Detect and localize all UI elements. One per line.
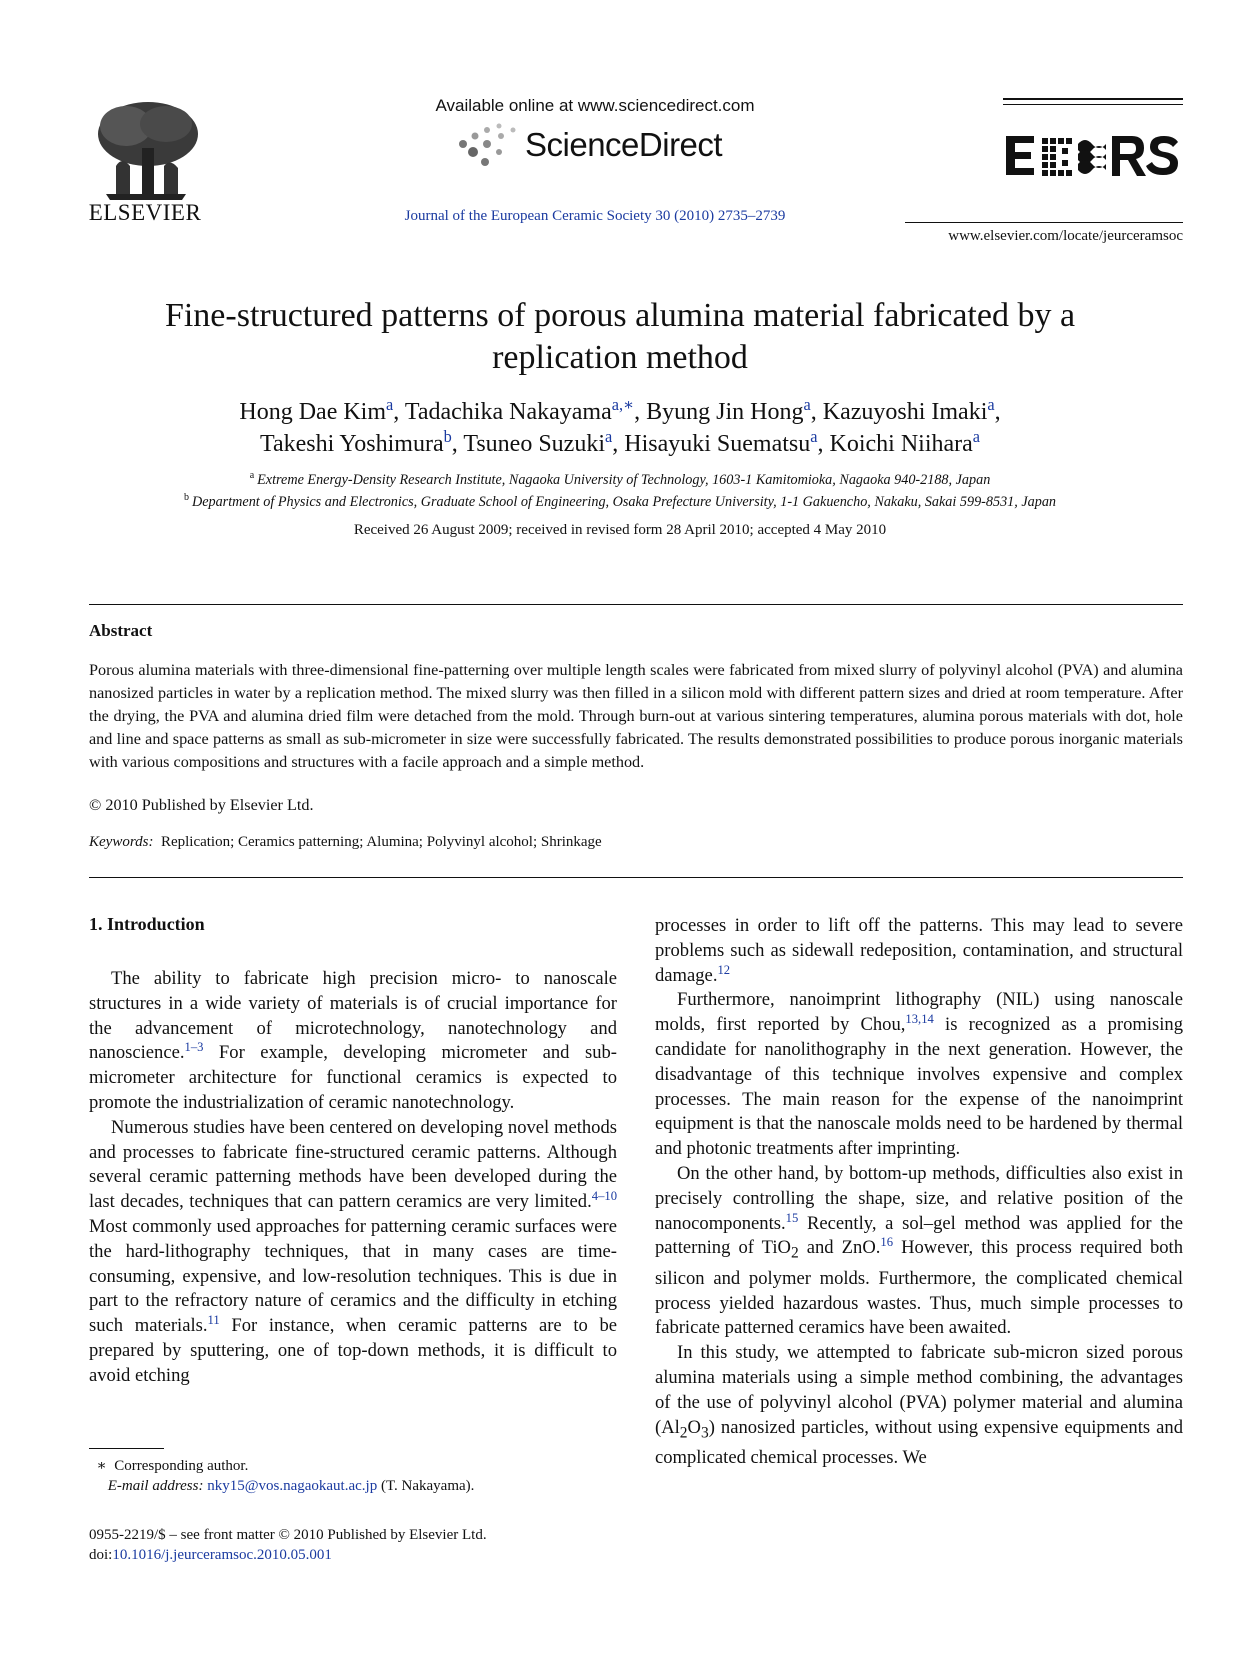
citation-link[interactable]: 15 xyxy=(785,1210,799,1225)
author-name: Tadachika Nakayama xyxy=(404,399,612,425)
affiliation-text: Extreme Energy-Density Research Institute, Nagaoka University of Technology, 1603-1 Kamitomioka, Nagaoka 940-2188, Japan xyxy=(257,472,991,488)
email-link[interactable]: nky15@vos.nagaokaut.ac.jp xyxy=(207,1478,378,1494)
affiliation-marker: b xyxy=(183,492,189,504)
author-affiliation-marker[interactable]: a xyxy=(987,395,995,414)
author-list: Hong Dae Kim$^a$, Tadachika Nakayama$^{a,∗}$, Byung Jin Hong$^a$, Kazuyoshi Imaki$^a$, Takeshi Yoshimura$^b$, Tsuneo Suzuki$^a$, Hisayuki Suematsu$^a$, Koichi Niihara$^a$ xyxy=(239,395,1001,457)
sciencedirect-logo xyxy=(455,118,745,174)
author-affiliation-marker[interactable]: a xyxy=(810,427,818,446)
affiliation-text: Department of Physics and Electronics, Graduate School of Engineering, Osaka Prefecture University, 1-1 Gakuencho, Nakaku, Sakai 599-8531, Japan xyxy=(191,494,1057,510)
citation-link[interactable]: 11 xyxy=(207,1312,220,1327)
header-rule xyxy=(1003,98,1183,100)
author-name: Tsuneo Suzuki xyxy=(463,431,605,457)
ecers-society-logo xyxy=(1002,130,1182,182)
author-affiliation-marker[interactable]: a xyxy=(803,395,811,414)
email-label: E-mail address: xyxy=(107,1478,204,1494)
paragraph: Numerous studies have been centered on developing novel methods and processes to fabricate fine-structured ceramic patterns. Although several ceramic patterning methods have been developed during the last decades, techniques that can pattern ceramics are very limited.$^{4-10}$ Most commonly used approaches for patterning ceramic surfaces were the hard-lithography techniques, that in many cases are time-consuming, expensive, and low-resolution techniques. This is due in part to the refractory nature of ceramics and the difficulty in etching such materials.$^{11}$ For instance, when ceramic patterns are to be prepared by sputtering, one of top-down methods, it is difficult to avoid etching xyxy=(89,1116,618,1386)
paragraph: In this study, we attempted to fabricate sub-micron sized porous alumina materials using a simple method combining, the advantages of the use of polyvinyl alcohol (PVA) polymer material and alumina $(Al_2O_3)$ nanosized particles, without using expensive equipments and complicated chemical processes. We xyxy=(655,1342,1183,1469)
footnote-rule xyxy=(89,1448,164,1449)
author-affiliation-marker[interactable]: a xyxy=(386,395,394,414)
affiliation-b xyxy=(60,494,1180,511)
author-name: Byung Jin Hong xyxy=(646,399,804,425)
keywords-list: Replication; Ceramics patterning; Alumina; Polyvinyl alcohol; Shrinkage xyxy=(160,834,602,850)
issn-line: 0955-2219/$ – see front matter © 2010 Published by Elsevier Ltd. xyxy=(89,1527,487,1543)
elsevier-tree-logo xyxy=(86,96,204,212)
author-name: Kazuyoshi Imaki xyxy=(822,399,988,425)
footnote-text: Corresponding author. xyxy=(114,1458,249,1474)
paragraph: The ability to fabricate high precision micro- to nanoscale structures in a wide variety of materials is of crucial importance for the advancement of microtechnology, nanotechnology and nanoscience.$^{1-3}$ For example, developing micrometer and sub-micrometer architecture for functional ceramics is expected to promote the industrialization of ceramic nanotechnology. xyxy=(89,968,617,1113)
author-affiliation-marker[interactable]: a,∗ xyxy=(611,395,635,414)
author-affiliation-marker[interactable]: b xyxy=(443,427,452,446)
author-name: Koichi Niihara xyxy=(829,431,973,457)
abstract-copyright: © 2010 Published by Elsevier Ltd. xyxy=(89,796,314,814)
author-name: Hong Dae Kim xyxy=(239,399,387,425)
header-rule xyxy=(905,222,1183,223)
citation-link[interactable]: 4–10 xyxy=(591,1188,617,1203)
paragraph: Furthermore, nanoimprint lithography (NIL) using nanoscale molds, first reported by Chou,$^{13,14}$ is recognized as a promising candidate for nanolithography in the next generation. However, the disadvantage of this technique involves expensive and complex processes. The main reason for the expense of the nanoimprint equipment is that the nanoscale molds need to be hardened by thermal and photonic treatments after imprinting. xyxy=(655,989,1183,1160)
abstract-body: Porous alumina materials with three-dimensional fine-patterning over multiple length scales were fabricated from mixed slurry of polyvinyl alcohol (PVA) and alumina nanosized particles in water by a replication method. The mixed slurry was then filled in a silicon mold with different pattern sizes and dried at room temperature. After the drying, the PVA and alumina dried film were detached from the mold. Through burn-out at various sintering temperatures, alumina porous materials with dot, hole and line and space patterns as small as sub-micrometer in size were successfully fabricated. The results demonstrated possibilities to produce porous inorganic materials with various compositions and structures with a facile approach and a simple method. xyxy=(89,661,1183,771)
abstract-heading: Abstract xyxy=(89,621,153,640)
citation-link[interactable]: 16 xyxy=(880,1235,894,1250)
author-name: Hisayuki Suematsu xyxy=(624,431,811,457)
elsevier-wordmark: ELSEVIER xyxy=(88,200,202,225)
left-column xyxy=(89,967,617,1389)
keywords-label: Keywords: xyxy=(89,834,154,850)
sciencedirect-dots-icon xyxy=(455,122,523,172)
citation-link[interactable]: 12 xyxy=(717,962,731,977)
article-title: Fine-structured patterns of porous alumina material fabricated by a replication method xyxy=(164,297,1076,376)
corresponding-author-footnote xyxy=(89,1456,617,1496)
affiliation-a xyxy=(60,472,1180,489)
journal-website: www.elsevier.com/locate/jeurceramsoc xyxy=(948,228,1183,244)
abstract-top-rule xyxy=(89,604,1183,605)
abstract-bottom-rule xyxy=(89,877,1183,878)
email-suffix: (T. Nakayama). xyxy=(380,1478,475,1494)
paragraph: processes in order to lift off the patterns. This may lead to severe problems such as sidewall redeposition, contamination, and structural damage.$^{12}$ xyxy=(655,915,1183,986)
footnote-marker: ∗ xyxy=(96,1458,107,1474)
affiliation-marker: a xyxy=(249,470,255,482)
front-matter xyxy=(89,1525,487,1565)
journal-reference-link[interactable]: Journal of the European Ceramic Society 30 (2010) 2735–2739 xyxy=(404,208,786,224)
sciencedirect-wordmark: ScienceDirect xyxy=(525,126,723,163)
citation-link[interactable]: 1–3 xyxy=(184,1040,204,1055)
citation-link[interactable]: 13,14 xyxy=(905,1012,934,1026)
available-online-text: Available online at www.sciencedirect.com xyxy=(435,96,755,115)
right-column xyxy=(655,914,1183,1471)
author-affiliation-marker[interactable]: a xyxy=(605,427,613,446)
doi-link[interactable]: 10.1016/j.jeurceramsoc.2010.05.001 xyxy=(112,1547,332,1563)
author-name: Takeshi Yoshimura xyxy=(259,431,444,457)
section-heading: 1. Introduction xyxy=(89,914,205,934)
header-rule xyxy=(1003,104,1183,105)
author-affiliation-marker[interactable]: a xyxy=(972,427,981,446)
doi-label: doi: xyxy=(89,1547,113,1563)
paragraph: On the other hand, by bottom-up methods, difficulties also exist in precisely controlling the shape, size, and relative position of the nanocomponents.$^{15}$ Recently, a sol–gel method was applied for the patterning of TiO$_2$ and ZnO.$^{16}$ However, this process required both silicon and polymer molds. Furthermore, the complicated chemical process yielded hazardous wastes. Thus, much simple processes to fabricate patterned ceramics have been awaited. xyxy=(655,1162,1183,1339)
received-dates: Received 26 August 2009; received in revised form 28 April 2010; accepted 4 May 2010 xyxy=(353,522,887,538)
keywords xyxy=(89,834,602,851)
